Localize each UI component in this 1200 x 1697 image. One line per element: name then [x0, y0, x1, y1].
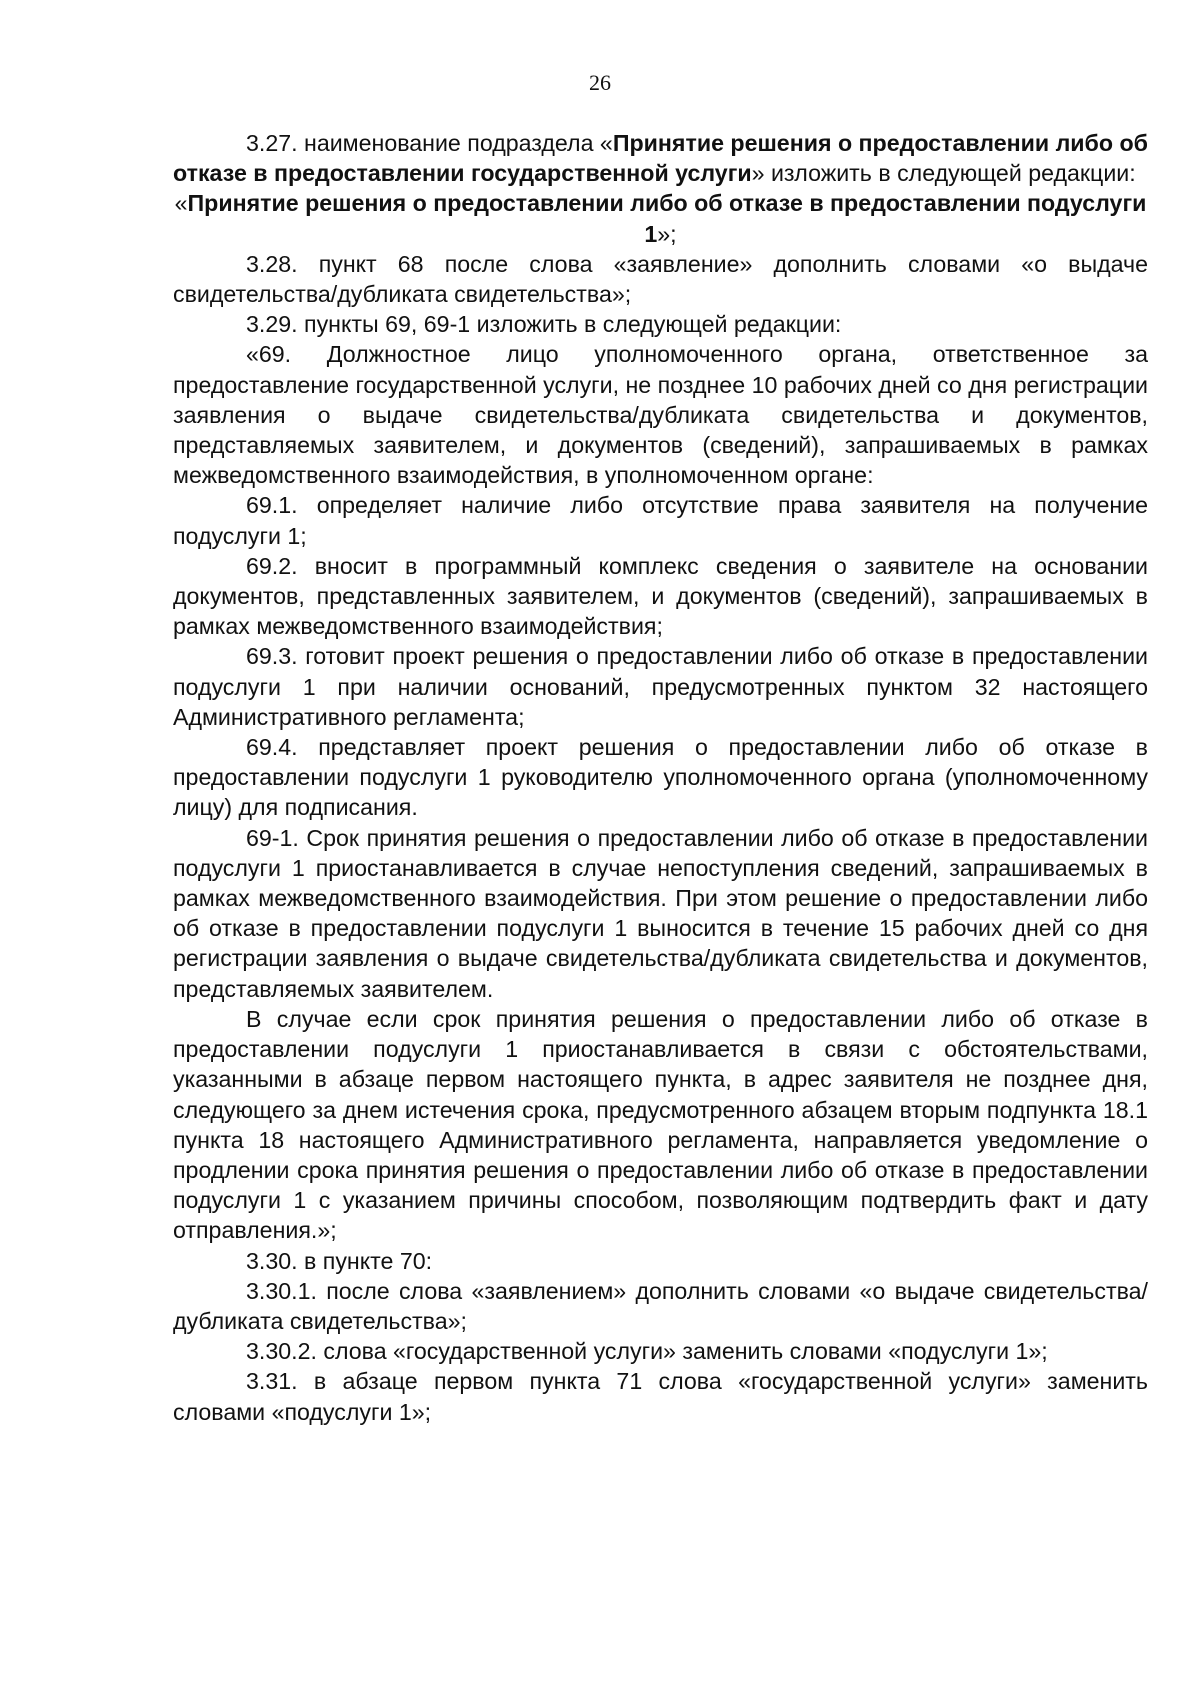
heading-number: 3.27.: [246, 130, 298, 156]
heading-intro: наименование подраздела «: [304, 130, 613, 156]
paragraph: 3.30.2. слова «государственной услуги» заменить словами «подуслуги 1»;: [246, 1338, 1048, 1365]
new-title-bold: Принятие решения о предоставлении либо об отказе в предоставлении подуслуги 1: [187, 190, 1147, 247]
paragraph: 69-1. Срок принятия решения о предоставлении либо об отказе в предоставлении подуслуги 1 приостанавливается в случае непоступления сведений, запрашиваемых в рамках межведомственного взаимодействия. При этом решение о предоставлении либо об отказе в предоставлении подуслуги 1 выносится в течение 15 рабочих дней со дня регистрации заявления о выдаче свидетельства/дубликата свидетельства и документов, представляемых заявителем.: [173, 824, 1148, 1002]
heading-bold-title: Принятие решения о предоставлении либо об отказе в предоставлении государственной услуги: [173, 130, 1148, 187]
document-body: [173, 128, 1148, 1427]
paragraph: В случае если срок принятия решения о предоставлении либо об отказе в предоставлении подуслуги 1 приостанавливается в связи с обстоятельствами, указанными в абзаце первом настоящего пункта, в адрес заявителя не позднее дня, следующего за днем истечения срока, предусмотренного абзацем вторым подпункта 18.1 пункта 18 настоящего Административного регламента, направляется уведомление о продлении срока принятия решения о предоставлении либо об отказе в предоставлении подуслуги 1 с указанием причины способом, позволяющим подтвердить факт и дату отправления.»;: [173, 1005, 1148, 1244]
paragraph: 69.4. представляет проект решения о предоставлении либо об отказе в предоставлении подуслуги 1 руководителю уполномоченного органа (уполномоченному лицу) для подписания.: [173, 734, 1148, 821]
paragraph: 3.30. в пункте 70:: [246, 1247, 433, 1274]
paragraph: «69. Должностное лицо уполномоченного органа, ответственное за предоставление государственной услуги, не позднее 10 рабочих дней со дня регистрации заявления о выдаче свидетельства/дубликата свидетельства и документов, представляемых заявителем, и документов (сведений), запрашиваемых в рамках межведомственного взаимодействия, в уполномоченном органе:: [173, 341, 1148, 489]
paragraph: 3.29. пункты 69, 69-1 изложить в следующей редакции:: [246, 311, 842, 338]
paragraph: 69.1. определяет наличие либо отсутствие права заявителя на получение подуслуги 1;: [173, 492, 1148, 549]
new-subsection-title: [173, 188, 1148, 248]
paragraph: 69.3. готовит проект решения о предоставлении либо об отказе в предоставлении подуслуги 1 при наличии оснований, предусмотренных пунктом 32 настоящего Административного регламента;: [173, 643, 1148, 730]
page-number: 26: [589, 70, 611, 95]
paragraph: 3.30.1. после слова «заявлением» дополнить словами «о выдаче свидетельства/дубликата свидетельства»;: [173, 1277, 1148, 1334]
paragraph: 3.28. пункт 68 после слова «заявление» дополнить словами «о выдаче свидетельства/дубликата свидетельства»;: [173, 250, 1148, 308]
paragraph-3-27: [173, 128, 1148, 188]
quote-close: »;: [657, 220, 677, 247]
paragraph: 69.2. вносит в программный комплекс сведения о заявителе на основании документов, представленных заявителем, и документов (сведений), запрашиваемых в рамках межведомственного взаимодействия;: [173, 552, 1148, 640]
heading-outro: » изложить в следующей редакции:: [751, 160, 1136, 187]
quote-open: «: [174, 190, 188, 217]
paragraph: 3.31. в абзаце первом пункта 71 слова «государственной услуги» заменить словами «подуслуги 1»;: [173, 1368, 1148, 1425]
